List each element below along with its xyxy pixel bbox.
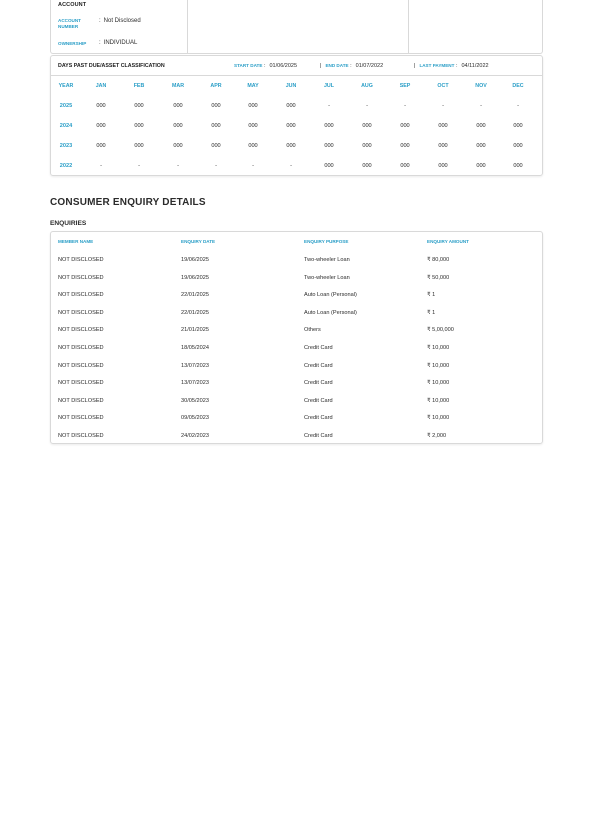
enquiries-subtitle: ENQUIRIES — [50, 220, 87, 227]
enquiry-amount-cell: ₹ 1 — [427, 292, 436, 299]
enquiry-amount-cell: ₹ 10,000 — [427, 380, 450, 387]
dpd-value-cell: - — [404, 103, 406, 109]
enquiry-date-cell: 24/02/2023 — [181, 433, 209, 439]
end-date-value: 01/07/2022 — [355, 63, 384, 69]
member-name-cell: NOT DISCLOSED — [58, 433, 104, 439]
start-date-value: 01/06/2025 — [269, 63, 298, 69]
ownership-label: OWNERSHIP — [58, 41, 87, 46]
dpd-value-cell: 000 — [96, 143, 106, 149]
dpd-header-cell: JUN — [285, 83, 297, 89]
dpd-value-cell: 000 — [438, 143, 448, 149]
enquiry-header-cell: MEMBER NAME — [58, 239, 94, 244]
dpd-year-cell: 2023 — [59, 143, 73, 149]
start-date-label: START DATE — [234, 63, 263, 68]
enquiry-date-cell: 09/05/2023 — [181, 415, 209, 422]
account-number-label: ACCOUNT NUMBER — [58, 18, 81, 29]
enquiry-date-cell: 21/01/2025 — [181, 327, 209, 334]
enquiry-purpose-cell: Credit Card — [304, 362, 333, 369]
enquiry-date-cell: 13/07/2023 — [181, 362, 209, 369]
last-payment — [414, 63, 489, 69]
account-panel — [50, 0, 543, 54]
dpd-value-cell: - — [138, 163, 140, 169]
enquiry-header-cell: ENQUIRY AMOUNT — [427, 239, 469, 244]
column-divider — [187, 0, 188, 53]
dpd-value-cell: 000 — [400, 163, 410, 169]
dpd-value-cell: 000 — [248, 143, 258, 149]
dpd-header-cell: OCT — [437, 83, 449, 89]
enquiry-date-cell: 30/05/2023 — [181, 397, 209, 404]
enquiry-table — [50, 231, 543, 444]
dpd-header-cell: MAY — [247, 83, 259, 89]
enquiry-amount-cell: ₹ 1 — [427, 309, 436, 316]
dpd-value-cell: 000 — [438, 163, 448, 169]
dpd-value-cell: - — [366, 103, 368, 109]
dpd-panel — [50, 55, 543, 176]
dpd-value-cell: 000 — [362, 163, 372, 169]
account-number-value — [99, 18, 141, 24]
dpd-value-cell: 000 — [134, 143, 144, 149]
enquiry-amount-cell: ₹ 10,000 — [427, 362, 450, 369]
dpd-value-cell: 000 — [211, 103, 221, 109]
enquiry-amount-cell: ₹ 5,00,000 — [427, 327, 454, 334]
enquiry-date-cell: 19/06/2025 — [181, 274, 209, 281]
dpd-value-cell: 000 — [513, 123, 523, 129]
dpd-value-cell: - — [328, 103, 330, 109]
enquiry-purpose-cell: Two-wheeler Loan — [304, 257, 350, 263]
dpd-value-cell: 000 — [286, 123, 296, 129]
dpd-value-cell: 000 — [362, 123, 372, 129]
account-number-text: Not Disclosed — [103, 18, 141, 24]
enquiry-purpose-cell: Credit Card — [304, 415, 333, 422]
dpd-value-cell: 000 — [134, 103, 144, 109]
ownership-text: INDIVIDUAL — [103, 40, 138, 46]
enquiry-purpose-cell: Others — [304, 327, 321, 334]
dpd-header-cell: SEP — [399, 83, 411, 89]
colon: : — [455, 63, 458, 69]
dpd-value-cell: - — [517, 103, 519, 109]
enquiry-amount-cell: ₹ 2,000 — [427, 433, 447, 439]
start-date — [234, 63, 297, 69]
dpd-header-cell: DEC — [512, 83, 524, 89]
member-name-cell: NOT DISCLOSED — [58, 362, 104, 369]
member-name-cell: NOT DISCLOSED — [58, 345, 104, 351]
dpd-value-cell: 000 — [286, 143, 296, 149]
dpd-value-cell: 000 — [476, 163, 486, 169]
column-divider — [408, 0, 409, 53]
dpd-value-cell: 000 — [173, 123, 183, 129]
dpd-title: DAYS PAST DUE/ASSET CLASSIFICATION — [58, 63, 165, 69]
enquiry-amount-cell: ₹ 10,000 — [427, 345, 450, 351]
member-name-cell: NOT DISCLOSED — [58, 257, 104, 263]
enquiry-amount-cell: ₹ 10,000 — [427, 415, 450, 422]
member-name-cell: NOT DISCLOSED — [58, 292, 104, 299]
member-name-cell: NOT DISCLOSED — [58, 380, 104, 387]
enquiry-purpose-cell: Credit Card — [304, 397, 333, 404]
dpd-header-cell: APR — [210, 83, 222, 89]
dpd-value-cell: - — [442, 103, 444, 109]
separator: | — [414, 63, 416, 69]
colon: : — [263, 63, 266, 69]
dpd-value-cell: 000 — [476, 143, 486, 149]
dpd-value-cell: 000 — [134, 123, 144, 129]
dpd-value-cell: 000 — [438, 123, 448, 129]
end-date — [320, 63, 383, 69]
dpd-value-cell: 000 — [173, 143, 183, 149]
enquiry-purpose-cell: Two-wheeler Loan — [304, 274, 350, 281]
colon: : — [99, 18, 101, 24]
enquiry-purpose-cell: Credit Card — [304, 345, 333, 351]
dpd-header-cell: JUL — [323, 83, 334, 89]
member-name-cell: NOT DISCLOSED — [58, 415, 104, 422]
dpd-header-cell: JAN — [95, 83, 107, 89]
dpd-value-cell: - — [290, 163, 292, 169]
enquiry-purpose-cell: Credit Card — [304, 433, 333, 439]
member-name-cell: NOT DISCLOSED — [58, 397, 104, 404]
enquiry-amount-cell: ₹ 80,000 — [427, 257, 450, 263]
member-name-cell: NOT DISCLOSED — [58, 274, 104, 281]
last-payment-value: 04/11/2022 — [461, 63, 489, 69]
dpd-header-cell: FEB — [133, 83, 145, 89]
dpd-value-cell: 000 — [248, 123, 258, 129]
section-title: CONSUMER ENQUIRY DETAILS — [50, 197, 206, 208]
enquiry-header-cell: ENQUIRY DATE — [181, 239, 216, 244]
dpd-header-cell: NOV — [475, 83, 487, 89]
dpd-year-cell: 2022 — [59, 163, 73, 169]
enquiry-date-cell: 22/01/2025 — [181, 309, 209, 316]
dpd-value-cell: 000 — [248, 103, 258, 109]
dpd-value-cell: 000 — [324, 143, 334, 149]
dpd-value-cell: - — [252, 163, 254, 169]
dpd-value-cell: - — [215, 163, 217, 169]
dpd-value-cell: 000 — [324, 123, 334, 129]
account-title: ACCOUNT — [58, 2, 87, 8]
dpd-header-cell: MAR — [171, 83, 185, 89]
dpd-value-cell: 000 — [476, 123, 486, 129]
enquiry-date-cell: 18/05/2024 — [181, 345, 209, 351]
enquiry-header-cell: ENQUIRY PURPOSE — [304, 239, 349, 244]
enquiry-date-cell: 13/07/2023 — [181, 380, 209, 387]
dpd-value-cell: 000 — [400, 143, 410, 149]
dpd-value-cell: 000 — [362, 143, 372, 149]
colon: : — [99, 40, 101, 46]
dpd-value-cell: - — [480, 103, 482, 109]
dpd-value-cell: 000 — [211, 123, 221, 129]
dpd-value-cell: 000 — [96, 123, 106, 129]
separator: | — [320, 63, 322, 69]
enquiry-purpose-cell: Auto Loan (Personal) — [304, 292, 357, 299]
dpd-header-cell: AUG — [361, 83, 373, 89]
enquiry-date-cell: 22/01/2025 — [181, 292, 209, 299]
dpd-value-cell: 000 — [286, 103, 296, 109]
dpd-header-cell: YEAR — [58, 83, 74, 89]
dpd-value-cell: 000 — [324, 163, 334, 169]
enquiry-date-cell: 19/06/2025 — [181, 257, 209, 263]
enquiry-purpose-cell: Credit Card — [304, 380, 333, 387]
last-payment-label: LAST PAYMENT — [419, 63, 455, 68]
dpd-year-cell: 2024 — [59, 123, 73, 129]
dpd-year-cell: 2025 — [59, 103, 73, 109]
dpd-value-cell: 000 — [513, 143, 523, 149]
end-date-label: END DATE — [325, 63, 349, 68]
dpd-value-cell: 000 — [513, 163, 523, 169]
colon: : — [350, 63, 352, 69]
dpd-header — [51, 56, 542, 76]
dpd-value-cell: - — [177, 163, 179, 169]
enquiry-purpose-cell: Auto Loan (Personal) — [304, 309, 357, 316]
dpd-value-cell: 000 — [173, 103, 183, 109]
dpd-value-cell: 000 — [211, 143, 221, 149]
member-name-cell: NOT DISCLOSED — [58, 327, 104, 334]
dpd-value-cell: 000 — [96, 103, 106, 109]
dpd-value-cell: 000 — [400, 123, 410, 129]
enquiry-amount-cell: ₹ 50,000 — [427, 274, 450, 281]
ownership-value — [99, 40, 137, 46]
dpd-value-cell: - — [100, 163, 102, 169]
enquiry-amount-cell: ₹ 10,000 — [427, 397, 450, 404]
member-name-cell: NOT DISCLOSED — [58, 309, 104, 316]
